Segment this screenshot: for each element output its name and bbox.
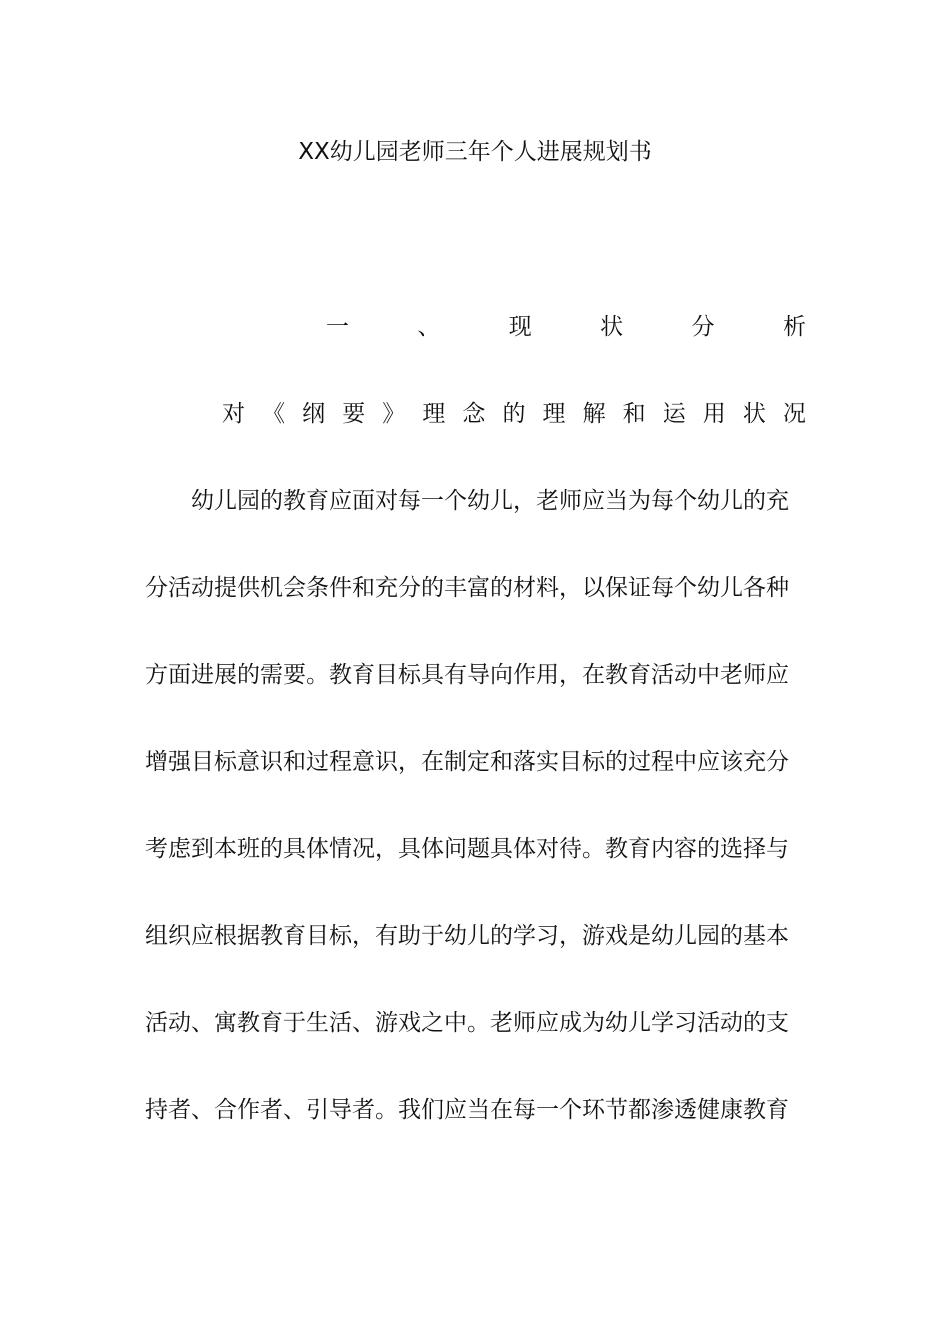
paragraph-line: 活动、寓教育于生活、游戏之中。老师应成为幼儿学习活动的支 [145,1010,789,1036]
subheading [222,398,806,430]
subheading-char: 运 [662,401,686,427]
heading-char: 、 [417,314,441,340]
heading-char: 分 [691,314,715,340]
subheading-char: 况 [782,401,806,427]
heading-char: 状 [600,314,624,340]
heading-char: 析 [782,314,806,340]
subheading-char: 理 [422,401,446,427]
subheading-char: 解 [582,401,606,427]
paragraph-line: 方面进展的需要。教育目标具有导向作用，在教育活动中老师应 [145,662,789,688]
heading-char: 现 [508,314,532,340]
document-title: XX幼儿园老师三年个人进展规划书 [298,139,652,165]
heading-char: 一 [326,314,349,340]
subheading-char: 》 [382,401,406,427]
paragraph-line: 考虑到本班的具体情况，具体问题具体对待。教育内容的选择与 [145,836,789,862]
subheading-char: 和 [622,401,646,427]
paragraph-line: 组织应根据教育目标，有助于幼儿的学习，游戏是幼儿园的基本 [145,923,789,949]
subheading-char: 对 [222,401,245,427]
paragraph-line: 增强目标意识和过程意识，在制定和落实目标的过程中应该充分 [145,749,789,775]
subheading-char: 要 [342,401,366,427]
paragraph-line: 分活动提供机会条件和充分的丰富的材料，以保证每个幼儿各种 [145,575,789,601]
paragraph-line: 幼儿园的教育应面对每一个幼儿，老师应当为每个幼儿的充 [191,488,789,514]
paragraph-line: 持者、合作者、引导者。我们应当在每一个环节都渗透健康教育 [145,1097,789,1123]
section-heading [326,311,806,343]
subheading-char: 状 [742,401,766,427]
subheading-char: 《 [262,401,286,427]
subheading-char: 的 [502,401,526,427]
subheading-char: 念 [462,401,486,427]
subheading-char: 理 [542,401,566,427]
subheading-char: 纲 [302,401,326,427]
subheading-char: 用 [702,401,726,427]
